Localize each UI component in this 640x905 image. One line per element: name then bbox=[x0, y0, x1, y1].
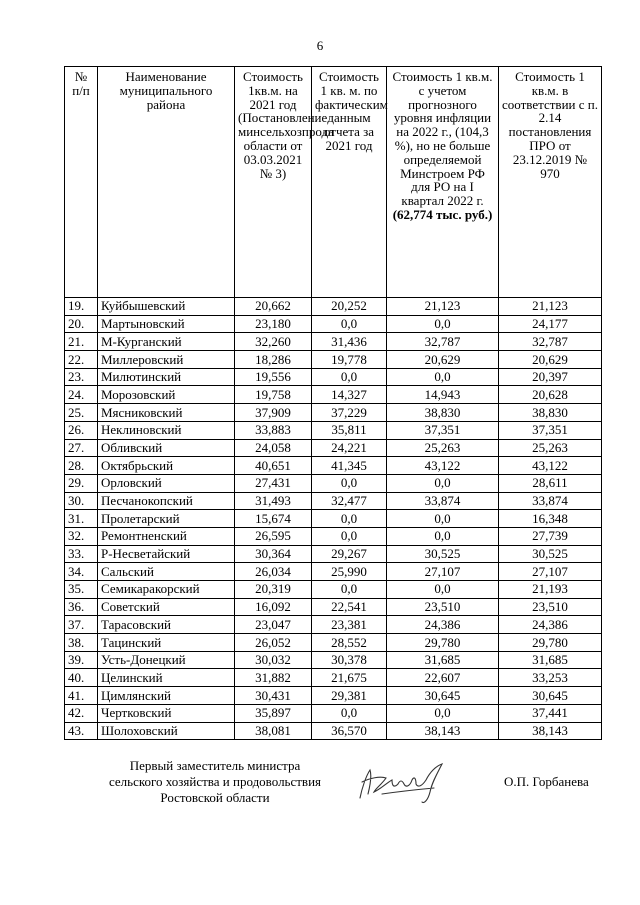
table-row bbox=[65, 298, 602, 316]
cost-actual-cell: 29,381 bbox=[312, 687, 387, 705]
district-name: Орловский bbox=[98, 474, 235, 492]
signatory-title-line: Первый заместитель министра bbox=[129, 758, 301, 773]
row-number: 31. bbox=[65, 510, 98, 528]
district-name: Пролетарский bbox=[98, 510, 235, 528]
cost-actual-cell: 23,381 bbox=[312, 616, 387, 634]
cost-inflation-cell: 0,0 bbox=[387, 368, 499, 386]
cost-2021-cell: 33,883 bbox=[235, 421, 312, 439]
cost-pro-cell: 32,787 bbox=[499, 333, 602, 351]
signatory-title-line: Ростовской области bbox=[160, 790, 270, 805]
table-row bbox=[65, 581, 602, 599]
cost-actual-cell: 31,436 bbox=[312, 333, 387, 351]
signature-block bbox=[0, 758, 640, 818]
district-name: Ремонтненский bbox=[98, 527, 235, 545]
cost-2021-cell: 19,556 bbox=[235, 368, 312, 386]
cost-pro-cell: 38,143 bbox=[499, 722, 602, 740]
cost-pro-cell: 31,685 bbox=[499, 651, 602, 669]
header-cost-inflation bbox=[387, 67, 499, 298]
cost-pro-cell: 37,441 bbox=[499, 704, 602, 722]
row-number: 26. bbox=[65, 421, 98, 439]
header-num: № п/п bbox=[65, 67, 98, 298]
cost-pro-cell: 43,122 bbox=[499, 457, 602, 475]
cost-pro-cell: 33,253 bbox=[499, 669, 602, 687]
table-row bbox=[65, 598, 602, 616]
table-row bbox=[65, 651, 602, 669]
cost-pro-cell: 21,123 bbox=[499, 298, 602, 316]
cost-2021-cell: 15,674 bbox=[235, 510, 312, 528]
district-name: Шолоховский bbox=[98, 722, 235, 740]
cost-inflation-cell: 25,263 bbox=[387, 439, 499, 457]
cost-2021-cell: 26,595 bbox=[235, 527, 312, 545]
table-row bbox=[65, 368, 602, 386]
row-number: 43. bbox=[65, 722, 98, 740]
cost-inflation-cell: 24,386 bbox=[387, 616, 499, 634]
cost-pro-cell: 37,351 bbox=[499, 421, 602, 439]
cost-inflation-cell: 0,0 bbox=[387, 315, 499, 333]
cost-actual-cell: 24,221 bbox=[312, 439, 387, 457]
cost-inflation-cell: 38,830 bbox=[387, 404, 499, 422]
row-number: 36. bbox=[65, 598, 98, 616]
cost-2021-cell: 26,052 bbox=[235, 634, 312, 652]
district-name: Обливский bbox=[98, 439, 235, 457]
row-number: 40. bbox=[65, 669, 98, 687]
handwritten-signature bbox=[352, 758, 472, 808]
district-name: Р-Несветайский bbox=[98, 545, 235, 563]
cost-inflation-cell: 30,525 bbox=[387, 545, 499, 563]
table-row bbox=[65, 386, 602, 404]
row-number: 41. bbox=[65, 687, 98, 705]
cost-actual-cell: 19,778 bbox=[312, 351, 387, 369]
signatory-title bbox=[85, 758, 345, 806]
district-name: Целинский bbox=[98, 669, 235, 687]
cost-table bbox=[64, 66, 602, 740]
district-name: Чертковский bbox=[98, 704, 235, 722]
cost-inflation-cell: 0,0 bbox=[387, 704, 499, 722]
cost-inflation-cell: 29,780 bbox=[387, 634, 499, 652]
row-number: 28. bbox=[65, 457, 98, 475]
cost-actual-cell: 0,0 bbox=[312, 704, 387, 722]
cost-actual-cell: 35,811 bbox=[312, 421, 387, 439]
row-number: 29. bbox=[65, 474, 98, 492]
cost-2021-cell: 30,431 bbox=[235, 687, 312, 705]
row-number: 37. bbox=[65, 616, 98, 634]
table-row bbox=[65, 351, 602, 369]
cost-2021-cell: 20,662 bbox=[235, 298, 312, 316]
cost-actual-cell: 0,0 bbox=[312, 527, 387, 545]
header-cost-2021: Стоимость 1кв.м. на 2021 год (Постановление минсельхозпрода области от 03.03.2021 № 3) bbox=[235, 67, 312, 298]
table-header-row bbox=[65, 67, 602, 298]
cost-inflation-cell: 37,351 bbox=[387, 421, 499, 439]
table-row bbox=[65, 669, 602, 687]
district-name: Тарасовский bbox=[98, 616, 235, 634]
row-number: 35. bbox=[65, 581, 98, 599]
cost-2021-cell: 26,034 bbox=[235, 563, 312, 581]
cost-actual-cell: 30,378 bbox=[312, 651, 387, 669]
cost-pro-cell: 27,107 bbox=[499, 563, 602, 581]
table-row bbox=[65, 492, 602, 510]
cost-pro-cell: 29,780 bbox=[499, 634, 602, 652]
cost-inflation-cell: 0,0 bbox=[387, 581, 499, 599]
cost-2021-cell: 38,081 bbox=[235, 722, 312, 740]
table-row bbox=[65, 474, 602, 492]
table-row bbox=[65, 457, 602, 475]
cost-pro-cell: 25,263 bbox=[499, 439, 602, 457]
cost-2021-cell: 23,180 bbox=[235, 315, 312, 333]
cost-pro-cell: 20,629 bbox=[499, 351, 602, 369]
table-body bbox=[65, 298, 602, 740]
row-number: 30. bbox=[65, 492, 98, 510]
district-name: Семикаракорский bbox=[98, 581, 235, 599]
cost-pro-cell: 20,628 bbox=[499, 386, 602, 404]
page-number: 6 bbox=[316, 38, 324, 53]
cost-inflation-cell: 0,0 bbox=[387, 474, 499, 492]
row-number: 24. bbox=[65, 386, 98, 404]
district-name: Куйбышевский bbox=[98, 298, 235, 316]
district-name: Мартыновский bbox=[98, 315, 235, 333]
table-row bbox=[65, 687, 602, 705]
cost-actual-cell: 0,0 bbox=[312, 510, 387, 528]
header-name: Наименование муниципального района bbox=[98, 67, 235, 298]
cost-inflation-cell: 14,943 bbox=[387, 386, 499, 404]
cost-2021-cell: 16,092 bbox=[235, 598, 312, 616]
cost-inflation-cell: 0,0 bbox=[387, 527, 499, 545]
district-name: Усть-Донецкий bbox=[98, 651, 235, 669]
cost-inflation-cell: 23,510 bbox=[387, 598, 499, 616]
district-name: Неклиновский bbox=[98, 421, 235, 439]
header-cost-pro: Стоимость 1 кв.м. в соответствии с п. 2.14 постановления ПРО от 23.12.2019 № 970 bbox=[499, 67, 602, 298]
cost-actual-cell: 0,0 bbox=[312, 368, 387, 386]
district-name: Милютинский bbox=[98, 368, 235, 386]
table-row bbox=[65, 704, 602, 722]
table-row bbox=[65, 563, 602, 581]
district-name: Песчанокопский bbox=[98, 492, 235, 510]
table-row bbox=[65, 527, 602, 545]
district-name: Тацинский bbox=[98, 634, 235, 652]
row-number: 33. bbox=[65, 545, 98, 563]
cost-actual-cell: 0,0 bbox=[312, 474, 387, 492]
table-row bbox=[65, 510, 602, 528]
row-number: 27. bbox=[65, 439, 98, 457]
district-name: Советский bbox=[98, 598, 235, 616]
cost-2021-cell: 30,364 bbox=[235, 545, 312, 563]
cost-2021-cell: 18,286 bbox=[235, 351, 312, 369]
cost-pro-cell: 28,611 bbox=[499, 474, 602, 492]
table-row bbox=[65, 616, 602, 634]
district-name: Миллеровский bbox=[98, 351, 235, 369]
district-name: Октябрьский bbox=[98, 457, 235, 475]
cost-actual-cell: 14,327 bbox=[312, 386, 387, 404]
row-number: 38. bbox=[65, 634, 98, 652]
cost-inflation-cell: 33,874 bbox=[387, 492, 499, 510]
cost-inflation-cell: 43,122 bbox=[387, 457, 499, 475]
cost-pro-cell: 33,874 bbox=[499, 492, 602, 510]
cost-pro-cell: 16,348 bbox=[499, 510, 602, 528]
cost-2021-cell: 40,651 bbox=[235, 457, 312, 475]
table-row bbox=[65, 421, 602, 439]
row-number: 21. bbox=[65, 333, 98, 351]
row-number: 34. bbox=[65, 563, 98, 581]
header-cost-actual: Стоимость 1 кв. м. по фактическим данным отчета за 2021 год bbox=[312, 67, 387, 298]
cost-actual-cell: 20,252 bbox=[312, 298, 387, 316]
row-number: 32. bbox=[65, 527, 98, 545]
cost-inflation-cell: 38,143 bbox=[387, 722, 499, 740]
cost-actual-cell: 32,477 bbox=[312, 492, 387, 510]
district-name: Морозовский bbox=[98, 386, 235, 404]
cost-2021-cell: 37,909 bbox=[235, 404, 312, 422]
signatory-name: О.П. Горбанева bbox=[504, 774, 589, 789]
cost-inflation-cell: 27,107 bbox=[387, 563, 499, 581]
cost-pro-cell: 21,193 bbox=[499, 581, 602, 599]
cost-2021-cell: 31,493 bbox=[235, 492, 312, 510]
cost-inflation-cell: 20,629 bbox=[387, 351, 499, 369]
cost-inflation-cell: 22,607 bbox=[387, 669, 499, 687]
cost-2021-cell: 23,047 bbox=[235, 616, 312, 634]
cost-pro-cell: 24,386 bbox=[499, 616, 602, 634]
district-name: Сальский bbox=[98, 563, 235, 581]
row-number: 42. bbox=[65, 704, 98, 722]
cost-2021-cell: 31,882 bbox=[235, 669, 312, 687]
cost-2021-cell: 24,058 bbox=[235, 439, 312, 457]
table-row bbox=[65, 333, 602, 351]
cost-pro-cell: 24,177 bbox=[499, 315, 602, 333]
district-name: Цимлянский bbox=[98, 687, 235, 705]
table-row bbox=[65, 315, 602, 333]
table-row bbox=[65, 722, 602, 740]
cost-actual-cell: 36,570 bbox=[312, 722, 387, 740]
cost-actual-cell: 21,675 bbox=[312, 669, 387, 687]
cost-pro-cell: 27,739 bbox=[499, 527, 602, 545]
table-row bbox=[65, 439, 602, 457]
cost-actual-cell: 25,990 bbox=[312, 563, 387, 581]
district-name: Мясниковский bbox=[98, 404, 235, 422]
cost-inflation-cell: 21,123 bbox=[387, 298, 499, 316]
cost-pro-cell: 30,645 bbox=[499, 687, 602, 705]
row-number: 19. bbox=[65, 298, 98, 316]
row-number: 39. bbox=[65, 651, 98, 669]
cost-actual-cell: 41,345 bbox=[312, 457, 387, 475]
cost-2021-cell: 30,032 bbox=[235, 651, 312, 669]
table-row bbox=[65, 634, 602, 652]
header-cost-inflation-text: Стоимость 1 кв.м. с учетом прогнозного уровня инфляции на 2022 г., (104,3 %), но не больше определяемой Минстроем РФ для РО на I квартал 2022 г. bbox=[392, 69, 493, 209]
row-number: 25. bbox=[65, 404, 98, 422]
cost-actual-cell: 0,0 bbox=[312, 315, 387, 333]
cost-actual-cell: 29,267 bbox=[312, 545, 387, 563]
cost-2021-cell: 20,319 bbox=[235, 581, 312, 599]
table-row bbox=[65, 404, 602, 422]
district-name: М-Курганский bbox=[98, 333, 235, 351]
cost-inflation-cell: 31,685 bbox=[387, 651, 499, 669]
cost-pro-cell: 20,397 bbox=[499, 368, 602, 386]
cost-2021-cell: 19,758 bbox=[235, 386, 312, 404]
row-number: 22. bbox=[65, 351, 98, 369]
cost-actual-cell: 28,552 bbox=[312, 634, 387, 652]
cost-actual-cell: 0,0 bbox=[312, 581, 387, 599]
table-row bbox=[65, 545, 602, 563]
cost-actual-cell: 22,541 bbox=[312, 598, 387, 616]
row-number: 20. bbox=[65, 315, 98, 333]
cost-pro-cell: 30,525 bbox=[499, 545, 602, 563]
signatory-title-line: сельского хозяйства и продовольствия bbox=[108, 774, 322, 789]
cost-inflation-cell: 30,645 bbox=[387, 687, 499, 705]
cost-pro-cell: 38,830 bbox=[499, 404, 602, 422]
header-cost-inflation-bold: (62,774 тыс. руб.) bbox=[392, 206, 493, 222]
cost-2021-cell: 32,260 bbox=[235, 333, 312, 351]
row-number: 23. bbox=[65, 368, 98, 386]
cost-2021-cell: 35,897 bbox=[235, 704, 312, 722]
cost-actual-cell: 37,229 bbox=[312, 404, 387, 422]
cost-inflation-cell: 0,0 bbox=[387, 510, 499, 528]
cost-inflation-cell: 32,787 bbox=[387, 333, 499, 351]
cost-pro-cell: 23,510 bbox=[499, 598, 602, 616]
cost-2021-cell: 27,431 bbox=[235, 474, 312, 492]
